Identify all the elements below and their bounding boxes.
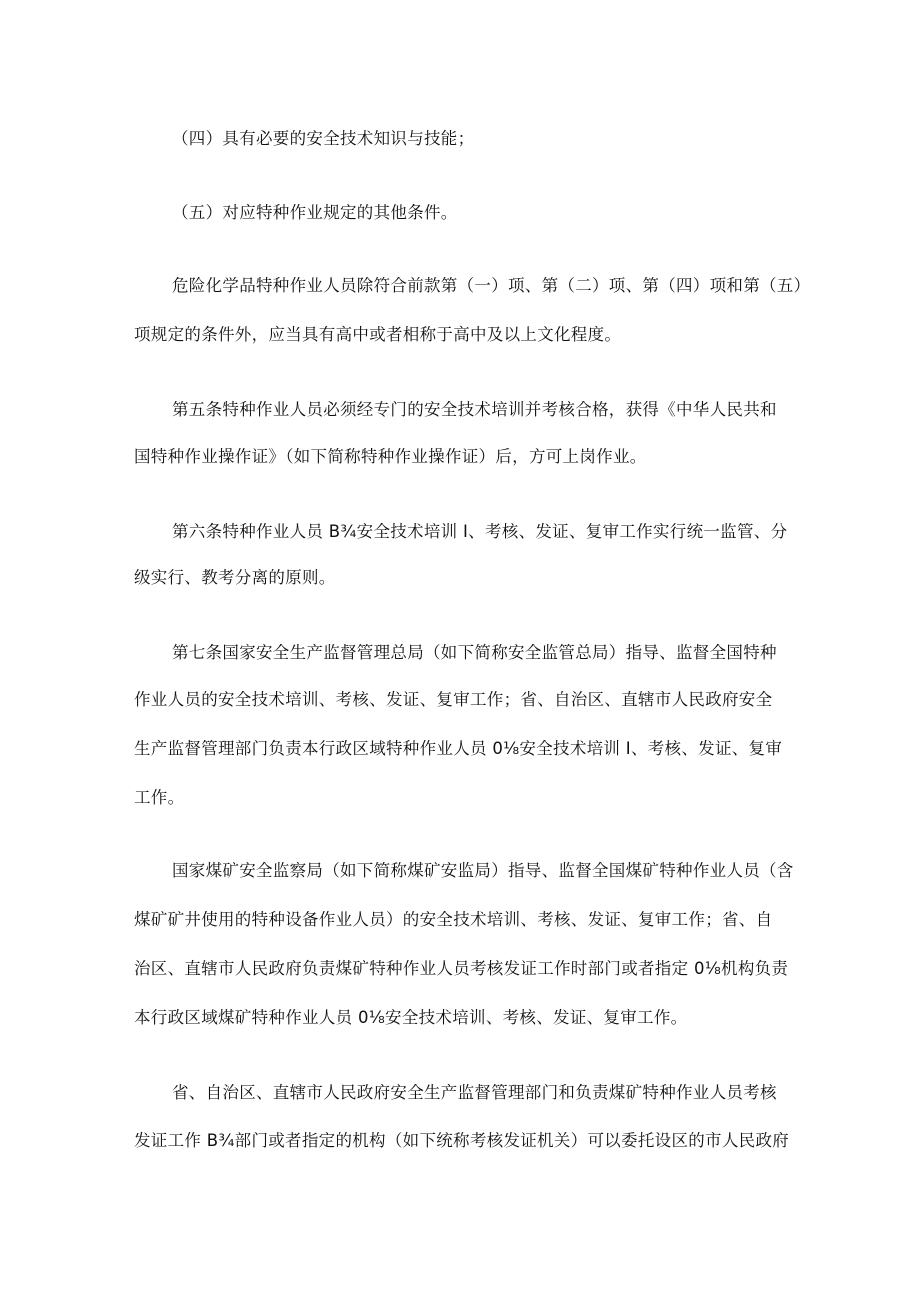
text-line: （五）对应特种作业规定的其他条件。: [172, 203, 458, 222]
text-line: 生产监督管理部门负责本行政区域特种作业人员 0⅛安全技术培训 I、考核、发证、复审: [134, 739, 783, 758]
paragraph-item-5: [0, 198, 920, 228]
text-line: 治区、直辖市人民政府负责煤矿特种作业人员考核发证工作时部门或者指定 0⅛机构负责: [134, 959, 789, 978]
text-line: 第七条国家安全生产监督管理总局（如下简称安全监管总局）指导、监督全国特种: [172, 643, 777, 662]
text-line: 第六条特种作业人员 B¾安全技术培训 I、考核、发证、复审工作实行统一监管、分: [172, 522, 788, 541]
text-line: 煤矿矿井使用的特种设备作业人员）的安全技术培训、考核、发证、复审工作；省、自: [134, 910, 773, 929]
text-line: 国特种作业操作证》（如下简称特种作业操作证）后，方可上岗作业。: [134, 447, 647, 466]
text-line: 危险化学品特种作业人员除符合前款第（一）项、第（二）项、第（四）项和第（五）: [172, 276, 811, 295]
text-line: 第五条特种作业人员必须经专门的安全技术培训并考核合格，获得《中华人民共和: [172, 400, 777, 419]
text-line: 本行政区域煤矿特种作业人员 0⅛安全技术培训、考核、发证、复审工作。: [134, 1008, 688, 1027]
text-line: 级实行、教考分离的原则。: [134, 568, 336, 587]
paragraph-item-4: [0, 124, 920, 154]
text-line: 工作。: [134, 788, 185, 807]
text-line: 国家煤矿安全监察局（如下简称煤矿安监局）指导、监督全国煤矿特种作业人员（含: [172, 861, 794, 880]
text-line: 省、自治区、直辖市人民政府安全生产监督管理部门和负责煤矿特种作业人员考核: [172, 1083, 777, 1102]
text-line: 作业人员的安全技术培训、考核、发证、复审工作；省、自治区、直辖市人民政府安全: [134, 690, 773, 709]
text-line: （四）具有必要的安全技术知识与技能；: [172, 129, 475, 148]
text-line: 项规定的条件外，应当具有高中或者相称于高中及以上文化程度。: [134, 325, 622, 344]
text-line: 发证工作 B¾部门或者指定的机构（如下统称考核发证机关）可以委托设区的市人民政府: [134, 1131, 790, 1150]
